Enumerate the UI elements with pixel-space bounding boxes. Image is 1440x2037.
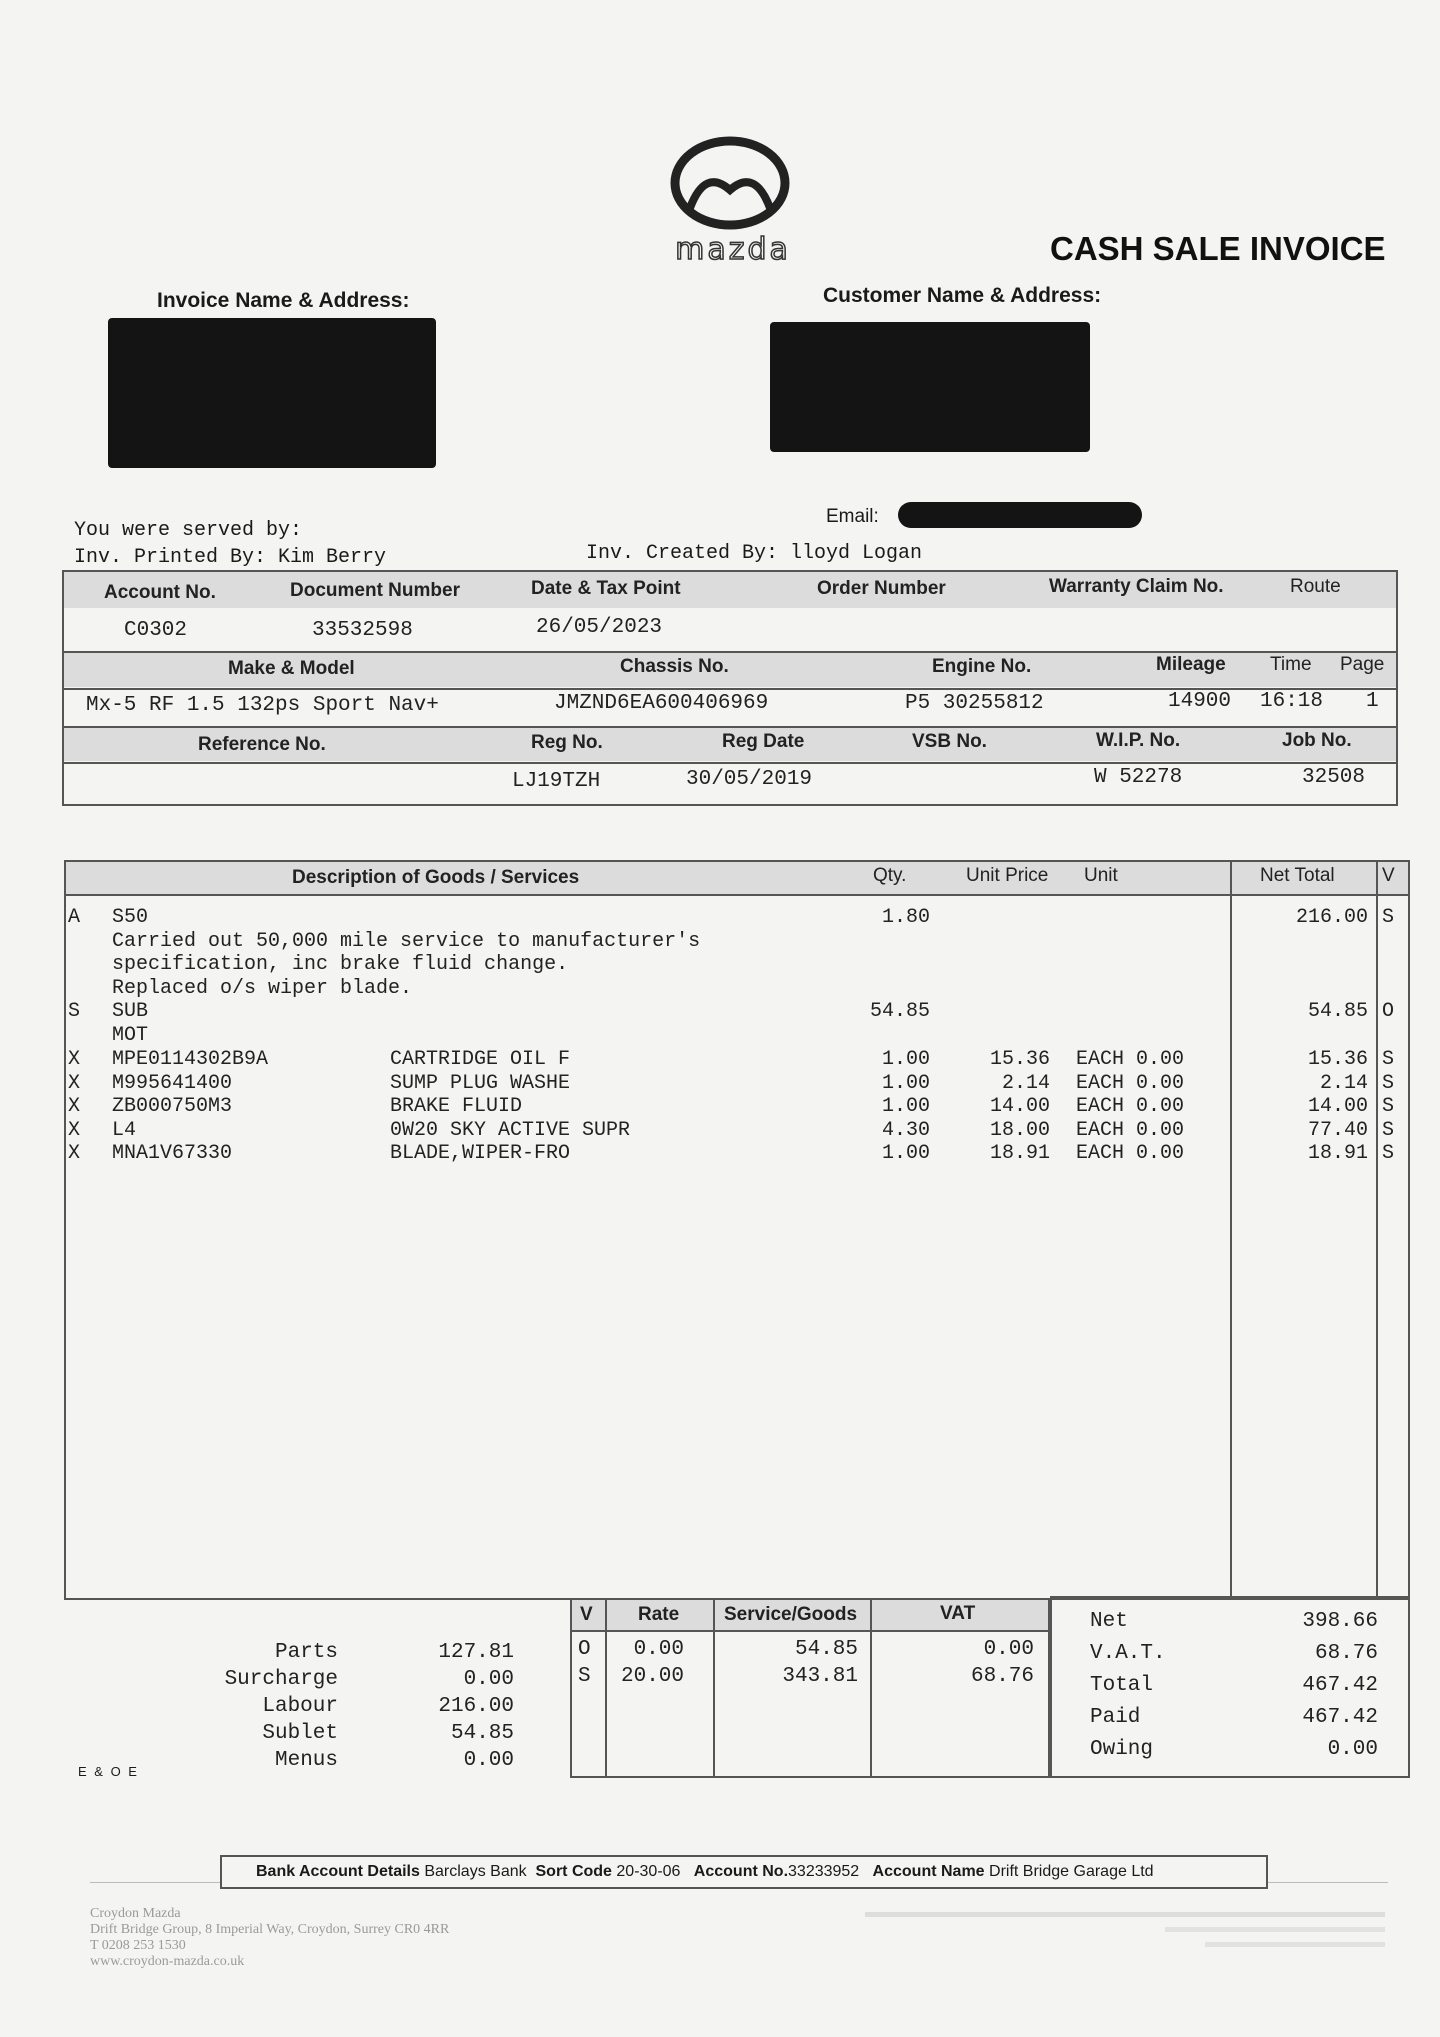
job-no-header: Job No. (1282, 730, 1352, 751)
warranty-claim-header: Warranty Claim No. (1049, 576, 1224, 597)
part-qty: 1.00 (881, 1048, 930, 1071)
document-number-header: Document Number (290, 580, 460, 601)
reg-date-value: 30/05/2019 (686, 768, 813, 791)
totals-label: Total (1090, 1674, 1154, 1697)
totals-value: 68.76 (1314, 1642, 1378, 1665)
summary-label: Sublet (262, 1722, 338, 1745)
summary-value: 127.81 (438, 1641, 514, 1664)
part-unit: EACH 0.00 (1076, 1142, 1185, 1165)
vat-row-code: O (578, 1638, 591, 1661)
line-text: S50 (112, 906, 149, 929)
reg-date-header: Reg Date (722, 731, 805, 752)
line-text: Carried out 50,000 mile service to manufacturer's (112, 929, 701, 953)
summary-label: Labour (262, 1695, 338, 1718)
printed-by-text: Inv. Printed By: Kim Berry (74, 546, 387, 569)
vat-row-goods: 343.81 (782, 1665, 858, 1688)
totals-value: 398.66 (1302, 1610, 1378, 1633)
unit-header: Unit (1084, 865, 1118, 886)
part-qty: 1.00 (881, 1142, 930, 1165)
part-vat-code: S (1382, 1048, 1395, 1071)
line-text: SUB (112, 1000, 149, 1023)
part-unit-price: 14.00 (989, 1095, 1050, 1118)
footer-line: T 0208 253 1530 (90, 1938, 186, 1953)
part-vat-code: S (1382, 1142, 1395, 1165)
eoe-note: E & O E (78, 1764, 139, 1779)
created-by-text: Inv. Created By: lloyd Logan (586, 542, 923, 565)
vat-row-code: S (578, 1665, 591, 1688)
invoice-name-label: Invoice Name & Address: (157, 289, 410, 312)
part-code: X (68, 1118, 81, 1142)
part-net-total: 2.14 (1319, 1071, 1368, 1095)
date-tax-point-value: 26/05/2023 (536, 616, 663, 639)
v-header: V (1382, 865, 1395, 886)
part-qty: 1.00 (881, 1071, 930, 1095)
reg-no-value: LJ19TZH (512, 770, 601, 793)
engine-no-value: P5 30255812 (905, 692, 1044, 715)
description-header: Description of Goods / Services (292, 867, 580, 888)
part-net-total: 77.40 (1307, 1118, 1368, 1142)
part-unit-price: 18.00 (989, 1118, 1050, 1142)
summary-value: 0.00 (463, 1668, 514, 1691)
totals-label: Owing (1090, 1738, 1154, 1761)
account-no-value-bank: 33233952 (788, 1863, 860, 1880)
part-vat-code: S (1382, 1118, 1395, 1142)
part-vat-code: S (1382, 1071, 1395, 1095)
footer-line: Drift Bridge Group, 8 Imperial Way, Croydon, Surrey CR0 4RR (90, 1922, 450, 1937)
vat-amount-header: VAT (940, 1603, 976, 1624)
vat-v-header: V (580, 1604, 593, 1625)
make-model-header: Make & Model (228, 658, 355, 679)
line-qty: 54.85 (869, 1000, 930, 1023)
vat-row-rate: 20.00 (620, 1665, 684, 1688)
part-code: X (68, 1071, 81, 1095)
time-header: Time (1270, 654, 1312, 675)
qty-header: Qty. (873, 865, 907, 886)
make-model-value: Mx-5 RF 1.5 132ps Sport Nav+ (86, 694, 439, 717)
wip-no-value: W 52278 (1094, 766, 1183, 789)
footer-address (90, 1906, 449, 1970)
footer-registered-info (865, 1908, 1395, 1957)
line-text: MOT (112, 1023, 149, 1047)
served-by-text: You were served by: (74, 519, 303, 542)
summary-value: 216.00 (438, 1695, 514, 1718)
bank-details-line (256, 1863, 1154, 1881)
part-net-total: 18.91 (1307, 1142, 1368, 1165)
part-code: X (68, 1048, 81, 1071)
line-vat-code: S (1382, 906, 1395, 929)
part-number: M995641400 (112, 1071, 233, 1095)
line-qty: 1.80 (881, 906, 930, 929)
vat-row-goods: 54.85 (794, 1638, 858, 1661)
part-number: ZB000750M3 (112, 1095, 233, 1118)
bank-details-label: Bank Account Details (256, 1863, 420, 1880)
mazda-logo (650, 128, 810, 268)
chassis-no-header: Chassis No. (620, 656, 729, 677)
part-vat-code: S (1382, 1095, 1395, 1118)
part-net-total: 14.00 (1307, 1095, 1368, 1118)
vat-row-vat: 68.76 (970, 1665, 1034, 1688)
account-name-label: Account Name (872, 1863, 985, 1880)
account-no-value: C0302 (124, 619, 188, 642)
totals-value: 467.42 (1302, 1706, 1378, 1729)
line-code: S (68, 1000, 81, 1023)
vat-goods-header: Service/Goods (724, 1604, 858, 1625)
summary-label: Parts (274, 1641, 338, 1664)
page-value: 1 (1366, 690, 1379, 713)
part-description: 0W20 SKY ACTIVE SUPR (390, 1118, 631, 1142)
part-unit: EACH 0.00 (1076, 1118, 1185, 1142)
chassis-no-value: JMZND6EA600406969 (554, 692, 769, 715)
redacted-email (898, 502, 1142, 528)
part-qty: 1.00 (881, 1095, 930, 1118)
part-unit-price: 15.36 (989, 1048, 1050, 1071)
summary-value: 54.85 (450, 1722, 514, 1745)
sort-code-label: Sort Code (535, 1863, 612, 1880)
wip-no-header: W.I.P. No. (1096, 730, 1181, 751)
part-code: X (68, 1142, 81, 1165)
vsb-no-header: VSB No. (912, 731, 987, 752)
line-text: specification, inc brake fluid change. (112, 953, 569, 976)
order-number-header: Order Number (817, 578, 946, 599)
account-no-label: Account No. (693, 1863, 789, 1880)
part-unit: EACH 0.00 (1076, 1095, 1185, 1118)
part-description: CARTRIDGE OIL F (390, 1048, 571, 1071)
reg-no-header: Reg No. (531, 732, 603, 753)
account-name-value: Drift Bridge Garage Ltd (989, 1863, 1154, 1880)
job-no-value: 32508 (1302, 766, 1366, 789)
part-description: BLADE,WIPER-FRO (390, 1142, 571, 1165)
part-number: L4 (112, 1118, 137, 1142)
line-vat-code: O (1382, 1000, 1395, 1023)
route-header: Route (1290, 576, 1341, 597)
totals-label: Net (1090, 1610, 1128, 1633)
brand-wordmark: mazda (675, 232, 791, 267)
line-net-total: 54.85 (1307, 1000, 1368, 1023)
engine-no-header: Engine No. (932, 656, 1032, 677)
bank-name: Barclays Bank (424, 1863, 527, 1880)
totals-value: 467.42 (1302, 1674, 1378, 1697)
part-number: MPE0114302B9A (112, 1048, 269, 1071)
totals-label: Paid (1090, 1706, 1141, 1729)
document-number-value: 33532598 (312, 619, 413, 642)
vat-row-vat: 0.00 (983, 1638, 1034, 1661)
email-label: Email: (826, 506, 879, 527)
vat-row-rate: 0.00 (633, 1638, 684, 1661)
account-no-header: Account No. (104, 582, 216, 603)
invoice-title: CASH SALE INVOICE (1050, 230, 1386, 267)
footer-line: www.croydon-mazda.co.uk (90, 1954, 245, 1969)
mileage-value: 14900 (1168, 690, 1232, 713)
date-tax-point-header: Date & Tax Point (531, 578, 681, 599)
mileage-header: Mileage (1156, 654, 1226, 675)
part-unit: EACH 0.00 (1076, 1048, 1185, 1071)
line-net-total: 216.00 (1295, 906, 1368, 929)
redacted-invoice-address (108, 318, 436, 468)
part-net-total: 15.36 (1307, 1048, 1368, 1071)
sort-code-value: 20-30-06 (616, 1863, 681, 1880)
part-unit-price: 18.91 (989, 1142, 1050, 1165)
net-total-header: Net Total (1260, 865, 1335, 886)
summary-label: Surcharge (224, 1668, 338, 1691)
part-number: MNA1V67330 (112, 1142, 233, 1165)
totals-label: V.A.T. (1090, 1642, 1166, 1665)
unit-price-header: Unit Price (966, 865, 1049, 886)
reference-no-header: Reference No. (198, 734, 326, 755)
vat-rate-header: Rate (638, 1604, 680, 1625)
part-description: SUMP PLUG WASHE (390, 1071, 571, 1095)
page-header: Page (1340, 654, 1385, 675)
part-unit: EACH 0.00 (1076, 1071, 1185, 1095)
line-code: A (68, 906, 81, 929)
part-qty: 4.30 (881, 1118, 930, 1142)
footer-line: Croydon Mazda (90, 1906, 181, 1921)
totals-value: 0.00 (1327, 1738, 1378, 1761)
redacted-customer-address (770, 322, 1090, 452)
part-unit-price: 2.14 (1001, 1071, 1050, 1095)
part-description: BRAKE FLUID (390, 1095, 523, 1118)
time-value: 16:18 (1260, 690, 1324, 713)
summary-label: Menus (274, 1749, 338, 1772)
part-code: X (68, 1095, 81, 1118)
summary-value: 0.00 (463, 1749, 514, 1772)
customer-name-label: Customer Name & Address: (823, 284, 1102, 307)
line-text: Replaced o/s wiper blade. (112, 976, 413, 1000)
